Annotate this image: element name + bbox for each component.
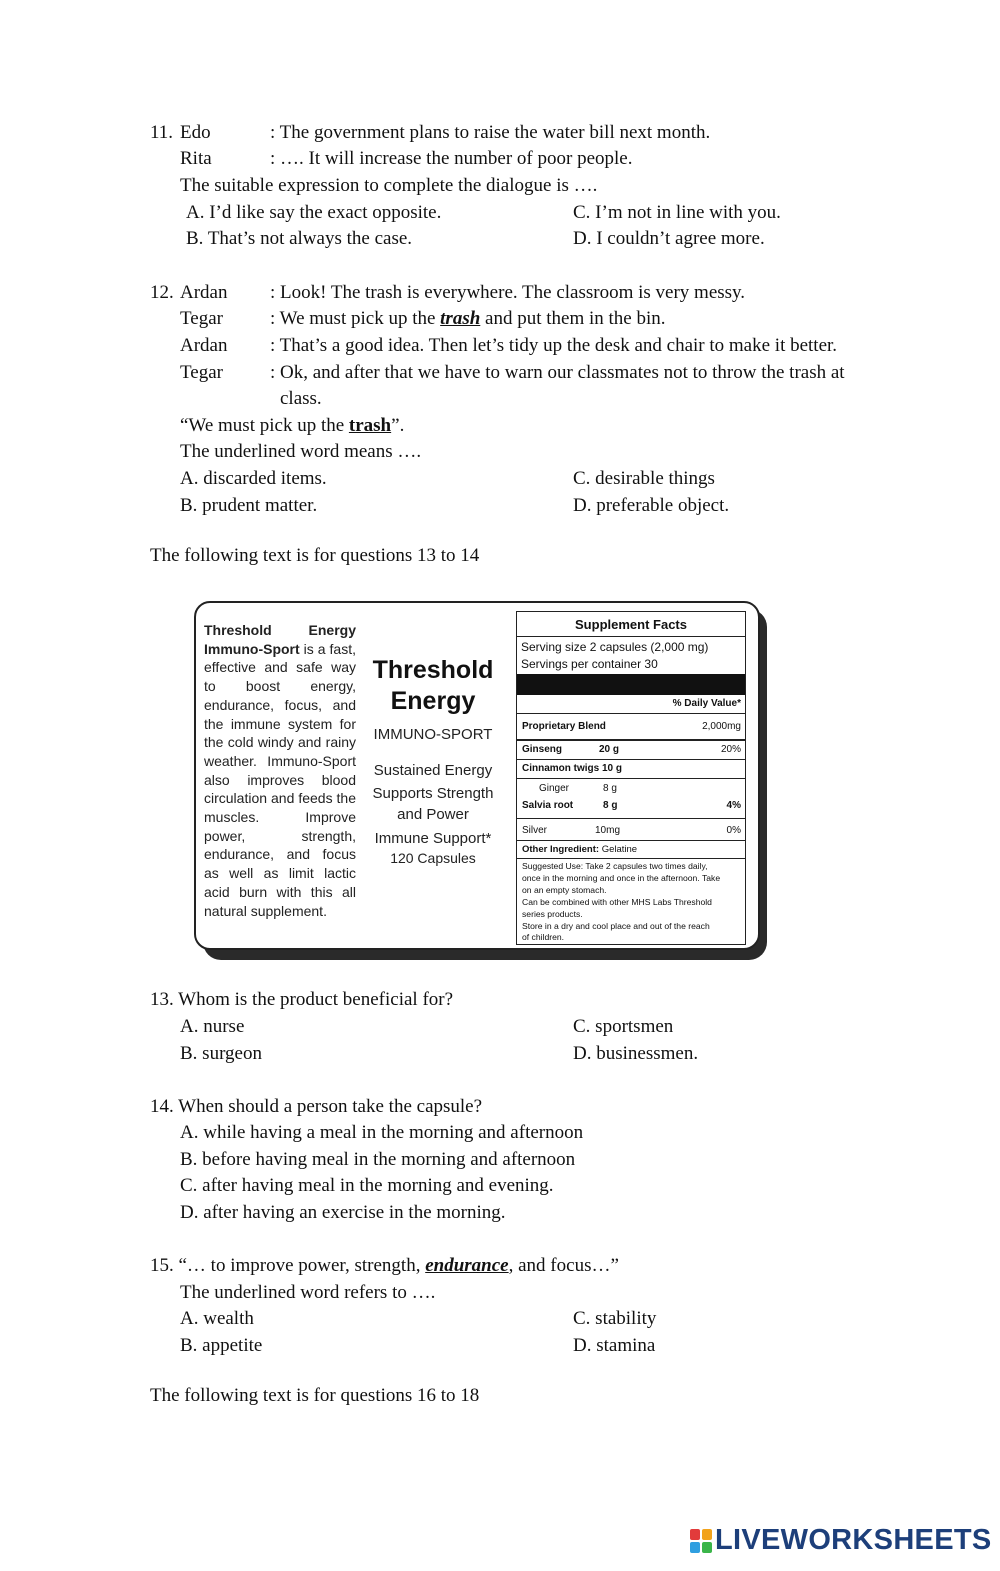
product-label: [194, 601, 760, 950]
facts-row-dv: 0%: [726, 825, 741, 836]
q14-option-b[interactable]: B. before having meal in the morning and afternoon: [180, 1149, 576, 1170]
q11-option-b[interactable]: B. That’s not always the case.: [186, 228, 413, 249]
q15-underlined-endurance: endurance: [425, 1255, 509, 1276]
q12-option-c[interactable]: C. desirable things: [573, 468, 715, 489]
facts-row-amount: 10mg: [595, 825, 621, 836]
q11-option-c[interactable]: C. I’m not in line with you.: [573, 202, 781, 223]
facts-servings: Servings per container 30: [521, 657, 658, 671]
q15-prompt: The underlined word refers to ….: [180, 1282, 436, 1303]
facts-row-name: Silver: [522, 825, 548, 836]
q12-line-4: : Ok, and after that we have to warn our classmates not to throw the trash at: [270, 362, 845, 383]
facts-title: Supplement Facts: [575, 617, 687, 632]
supplement-facts-table: [516, 611, 746, 945]
q11-speaker-2: Rita: [180, 148, 212, 169]
facts-row-amount: 20 g: [599, 744, 620, 755]
q13-option-a[interactable]: A. nurse: [180, 1016, 245, 1037]
q15-option-c[interactable]: C. stability: [573, 1308, 657, 1329]
facts-row-name: Cinnamon twigs 10 g: [522, 763, 623, 774]
q11-option-a[interactable]: A. I’d like say the exact opposite.: [186, 202, 442, 223]
q12-option-a[interactable]: A. discarded items.: [180, 468, 327, 489]
label-claim-3: and Power: [397, 806, 469, 823]
q15-option-d[interactable]: D. stamina: [573, 1335, 656, 1356]
facts-row-dv: 2,000mg: [702, 721, 741, 732]
q11-number: 11.: [150, 122, 174, 143]
logo-text: LIVEWORKSHEETS: [715, 1524, 992, 1556]
q12-line-3: : That’s a good idea. Then let’s tidy up the desk and chair to make it better.: [270, 335, 838, 356]
facts-suggested-use: Suggested Use: Take 2 capsules two times daily, once in the morning and once in the afternoon. Take on an empty stomach. Can be combined with other MHS Labs Threshold series products. Store in a dry and cool place and out of the reach of children.: [522, 861, 721, 943]
label-subtitle: IMMUNO-SPORT: [373, 726, 493, 743]
facts-row-name: Ginger: [539, 783, 570, 794]
q12-speaker-3: Ardan: [180, 335, 228, 356]
intro-16-18: The following text is for questions 16 to 18: [150, 1385, 480, 1406]
q13-option-c[interactable]: C. sportsmen: [573, 1016, 674, 1037]
facts-dv-header: % Daily Value*: [672, 698, 741, 709]
facts-row-dv: 4%: [726, 800, 741, 811]
q11-line-1: : The government plans to raise the water bill next month.: [270, 122, 711, 143]
q13-option-b[interactable]: B. surgeon: [180, 1043, 262, 1064]
facts-row-dv: 20%: [720, 744, 741, 755]
q15-question: 15. “… to improve power, strength, endurance, and focus…”: [150, 1255, 619, 1276]
q15-option-a[interactable]: A. wealth: [180, 1308, 254, 1329]
label-claim-2: Supports Strength: [372, 785, 494, 802]
label-description: Threshold Energy Immuno-Sport is a fast, effective and safe way to boost energy, endurance, focus, and the immune system for the cold windy and rainy weather. Immuno-Sport also improves blood circulation and feeds the muscles. Improve power, strength, endurance, and focus as well as limit lactic acid burn with this all natural supplement.: [204, 622, 356, 919]
q15-option-b[interactable]: B. appetite: [180, 1335, 263, 1356]
q14-option-d[interactable]: D. after having an exercise in the morning.: [180, 1202, 506, 1223]
q11-option-d[interactable]: D. I couldn’t agree more.: [573, 228, 765, 249]
facts-other-ingredient: Other Ingredient: Gelatine: [522, 844, 638, 855]
facts-row-name: Salvia root: [522, 800, 574, 811]
q12-speaker-2: Tegar: [180, 308, 223, 329]
q12-line-1: : Look! The trash is everywhere. The classroom is very messy.: [270, 282, 746, 303]
q14-option-c[interactable]: C. after having meal in the morning and evening.: [180, 1175, 554, 1196]
facts-serving-size: Serving size 2 capsules (2,000 mg): [521, 640, 709, 654]
facts-row-name: Proprietary Blend: [522, 721, 606, 732]
q12-quote: “We must pick up the trash”.: [180, 415, 405, 436]
q13-option-d[interactable]: D. businessmen.: [573, 1043, 699, 1064]
label-claim-4: Immune Support*: [374, 830, 492, 847]
q11-line-2: : …. It will increase the number of poor people.: [270, 148, 633, 169]
q12-prompt: The underlined word means ….: [180, 441, 422, 462]
q14-question: 14. When should a person take the capsule?: [150, 1096, 483, 1117]
logo-icon: [690, 1529, 712, 1553]
intro-13-14: The following text is for questions 13 to 14: [150, 545, 480, 566]
q14-option-a[interactable]: A. while having a meal in the morning and afternoon: [180, 1122, 584, 1143]
label-claim-1: Sustained Energy: [373, 762, 493, 779]
q12-speaker-4: Tegar: [180, 362, 223, 383]
q12-line-4-cont: class.: [280, 388, 322, 409]
facts-row-amount: 8 g: [603, 783, 617, 794]
q13-question: 13. Whom is the product beneficial for?: [150, 989, 454, 1010]
q12-line-2: : We must pick up the trash and put them in the bin.: [270, 308, 666, 329]
q12-quote-word: trash: [348, 415, 392, 436]
facts-row-name: Ginseng: [522, 744, 563, 755]
q11-prompt: The suitable expression to complete the dialogue is ….: [180, 175, 598, 196]
q12-option-b[interactable]: B. prudent matter.: [180, 495, 318, 516]
q12-number: 12.: [150, 282, 174, 303]
label-capsule-count: 120 Capsules: [390, 850, 476, 866]
label-brand: Threshold Energy: [372, 656, 494, 715]
q11-speaker-1: Edo: [180, 122, 211, 143]
q12-option-d[interactable]: D. preferable object.: [573, 495, 730, 516]
q12-speaker-1: Ardan: [180, 282, 228, 303]
q12-underlined-trash: trash: [440, 308, 481, 329]
facts-row-amount: 8 g: [603, 800, 618, 811]
